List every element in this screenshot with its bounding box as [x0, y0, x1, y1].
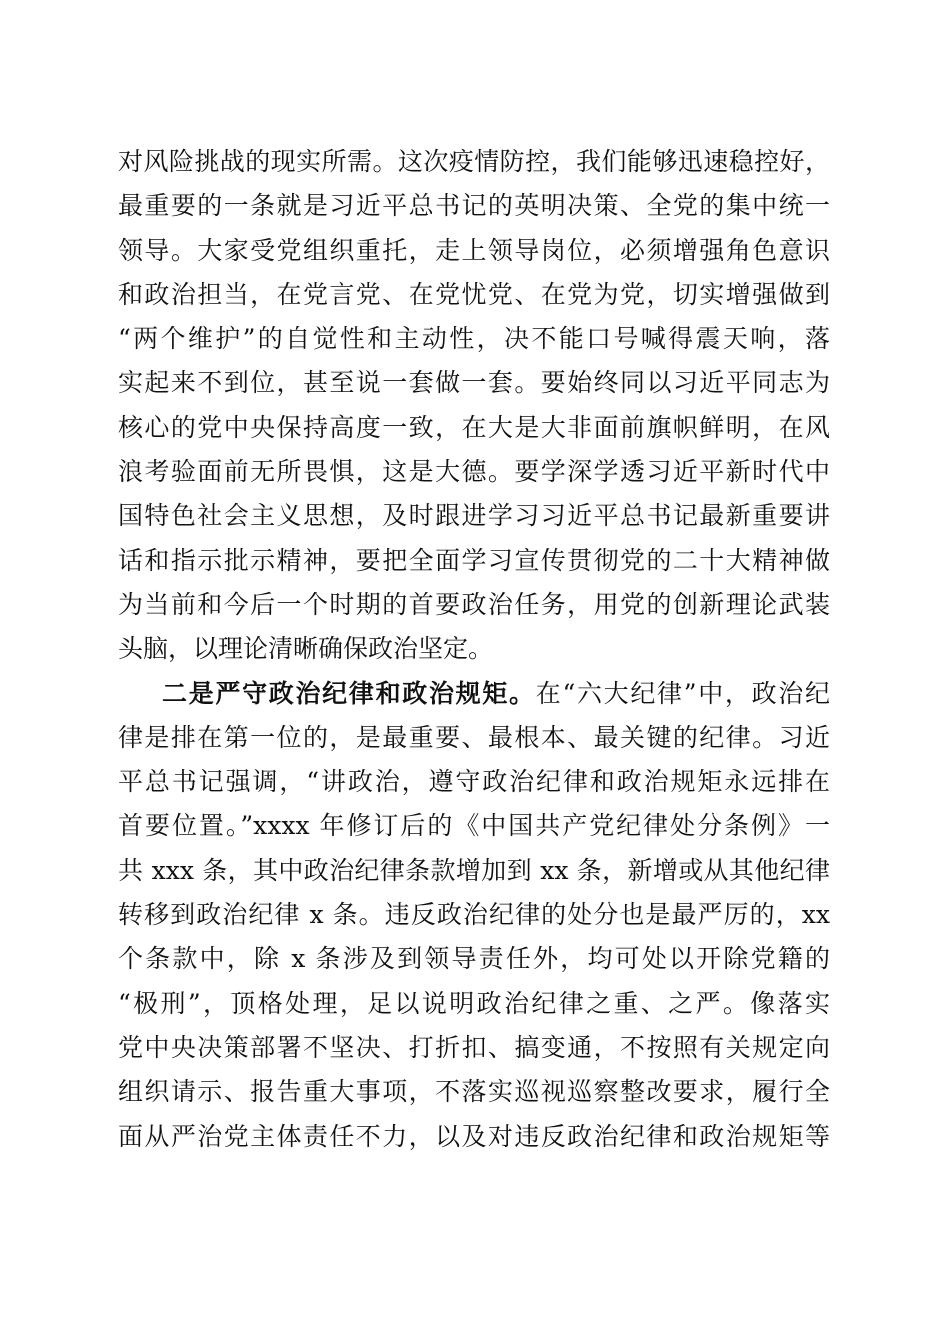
text-line: 为当前和今后一个时期的首要政治任务，用党的创新理论武装: [118, 589, 830, 619]
text-line: 律是排在第一位的，是最重要、最根本、最关键的纪律。习近: [118, 722, 830, 752]
text-line: 共 xxx 条，其中政治纪律条款增加到 xx 条，新增或从其他纪律: [118, 855, 830, 885]
first-line-text: 在“六大纪律”中，政治纪: [535, 678, 830, 708]
text-line: 组织请示、报告重大事项，不落实巡视巡察整改要求，履行全: [118, 1077, 830, 1107]
text-line: “两个维护”的自觉性和主动性，决不能口号喊得震天响，落: [118, 324, 830, 354]
text-line: 头脑，以理论清晰确保政治坚定。: [118, 634, 494, 664]
paragraph-2-first-line: [118, 672, 830, 716]
section-heading: 二是严守政治纪律和政治规矩。: [162, 678, 536, 708]
text-line: 话和指示批示精神，要把全面学习宣传贯彻党的二十大精神做: [118, 545, 830, 575]
text-line: 实起来不到位，甚至说一套做一套。要始终同以习近平同志为: [118, 368, 830, 398]
document-body: [118, 140, 830, 1159]
text-line: 和政治担当，在党言党、在党忧党、在党为党，切实增强做到: [118, 279, 830, 309]
text-line: 国特色社会主义思想，及时跟进学习习近平总书记最新重要讲: [118, 501, 830, 531]
text-line: 个条款中，除 x 条涉及到领导责任外，均可处以开除党籍的: [118, 944, 830, 974]
paragraph-2: [118, 672, 830, 1159]
text-line: 核心的党中央保持高度一致，在大是大非面前旗帜鲜明，在风: [118, 412, 830, 442]
text-line: 领导。大家受党组织重托，走上领导岗位，必须增强角色意识: [118, 235, 830, 265]
text-line: 党中央决策部署不坚决、打折扣、搞变通，不按照有关规定向: [118, 1032, 830, 1062]
text-line: 浪考验面前无所畏惧，这是大德。要学深学透习近平新时代中: [118, 457, 830, 487]
text-line: 首要位置。”xxxx 年修订后的《中国共产党纪律处分条例》一: [118, 811, 830, 841]
text-line: 平总书记强调，“讲政治，遵守政治纪律和政治规矩永远排在: [118, 767, 830, 797]
text-line: 面从严治党主体责任不力，以及对违反政治纪律和政治规矩等: [118, 1121, 830, 1151]
text-line: 对风险挑战的现实所需。这次疫情防控，我们能够迅速稳控好，: [118, 147, 830, 176]
text-line: 最重要的一条就是习近平总书记的英明决策、全党的集中统一: [118, 191, 830, 221]
text-line: “极刑”，顶格处理，足以说明政治纪律之重、之严。像落实: [118, 988, 830, 1018]
text-line: 转移到政治纪律 x 条。违反政治纪律的处分也是最严厉的，xx: [118, 900, 830, 930]
paragraph-1: [118, 140, 830, 672]
